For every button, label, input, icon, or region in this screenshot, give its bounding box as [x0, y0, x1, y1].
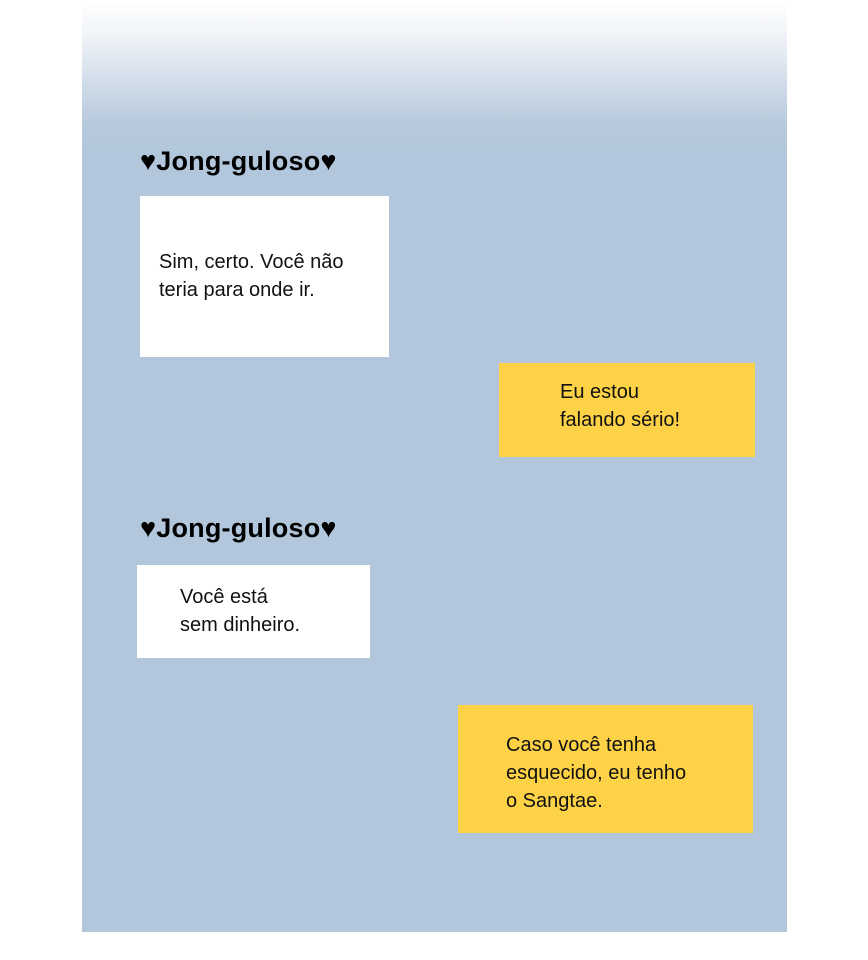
message-text-line: Eu estou [560, 381, 639, 403]
outgoing-message-bubble[interactable] [499, 363, 755, 457]
message-text-line: esquecido, eu tenho [506, 762, 687, 784]
sender-name: ♥Jong-guloso♥ [140, 146, 337, 176]
message-text-line: Sim, certo. Você não [159, 251, 344, 273]
outgoing-message-bubble[interactable] [458, 705, 753, 833]
message-text-line: o Sangtae. [506, 790, 603, 812]
message-text-line: sem dinheiro. [180, 614, 301, 636]
incoming-message-bubble[interactable] [137, 565, 370, 658]
message-text-line: teria para onde ir. [159, 279, 315, 301]
incoming-message-bubble[interactable] [140, 196, 389, 357]
message-text-line: falando sério! [560, 409, 681, 431]
message-text-line: Caso você tenha [506, 734, 657, 756]
message-text-line: Você está [180, 586, 268, 608]
sender-name: ♥Jong-guloso♥ [140, 513, 337, 543]
